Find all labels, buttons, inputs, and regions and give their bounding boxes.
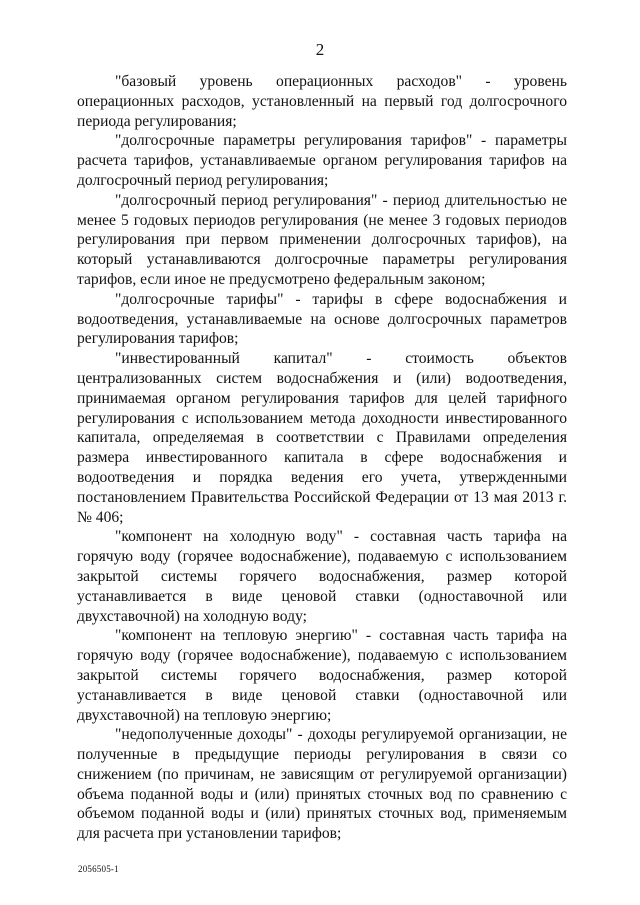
- definition-paragraph: "недополученные доходы" - доходы регулируемой организации, не полученные в предыдущие периоды регулирования в связи со снижением (по причинам, не зависящим от регулируемой организации) объема поданной воды и (или) принятых сточных вод по сравнению с объемом поданной воды и (или) принятых сточных вод, применяемым для расчета при установлении тарифов;: [77, 726, 567, 843]
- definition-paragraph: "долгосрочный период регулирования" - период длительностью не менее 5 годовых периодов регулирования (не менее 3 годовых периодов регулирования при первом применении долгосрочных тарифов), на который устанавливаются долгосрочные параметры регулирования тарифов, если иное не предусмотрено федеральным законом;: [77, 191, 567, 288]
- definition-paragraph: "компонент на тепловую энергию" - составная часть тарифа на горячую воду (горячее водоснабжение), подаваемую с использованием закрытой системы горячего водоснабжения, размер которой устанавливается в виде ценовой ставки (одноставочной или двухставочной) на тепловую энергию;: [77, 627, 567, 724]
- definition-paragraph: "долгосрочные тарифы" - тарифы в сфере водоснабжения и водоотведения, устанавливаемые на основе долгосрочных параметров регулирования тарифов;: [77, 290, 567, 348]
- definition-paragraph: "долгосрочные параметры регулирования тарифов" - параметры расчета тарифов, устанавливаемые органом регулирования тарифов на долгосрочный период регулирования;: [77, 132, 567, 189]
- document-body: [77, 72, 567, 844]
- definition-paragraph: "базовый уровень операционных расходов" - уровень операционных расходов, установленный на первый год долгосрочного периода регулирования;: [77, 73, 567, 130]
- definition-paragraph: "компонент на холодную воду" - составная часть тарифа на горячую воду (горячее водоснабжение), подаваемую с использованием закрытой системы горячего водоснабжения, размер которой устанавливается в виде ценовой ставки (одноставочной или двухставочной) на холодную воду;: [77, 528, 567, 625]
- definition-paragraph: "инвестированный капитал" - стоимость объектов централизованных систем водоснабжения и (или) водоотведения, принимаемая органом регулирования тарифов для целей тарифного регулирования с использованием метода доходности инвестированного капитала, определяемая в соответствии с Правилами определения размера инвестированного капитала в сфере водоснабжения и водоотведения и порядка ведения его учета, утвержденными постановлением Правительства Российской Федерации от 13 мая 2013 г. № 406;: [77, 350, 567, 526]
- document-code: 2056505-1: [78, 864, 119, 874]
- page-number: 2: [315, 40, 325, 59]
